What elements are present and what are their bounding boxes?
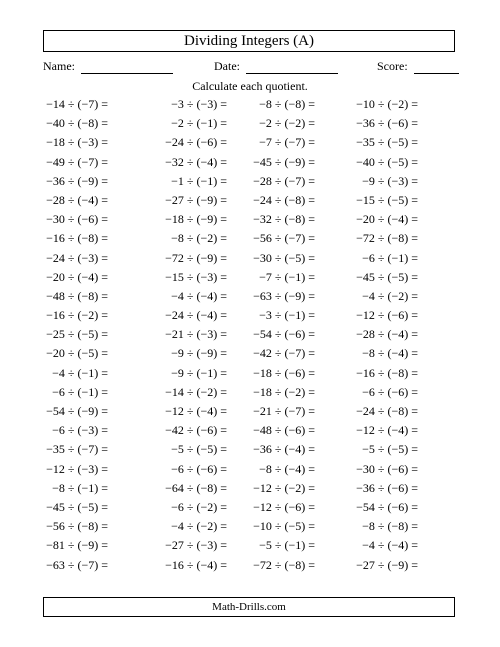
division-problem: −8 ÷ (−8) = <box>259 97 315 111</box>
footer-credit: Math-Drills.com <box>43 597 455 617</box>
problem-row <box>0 193 500 212</box>
division-problem: −20 ÷ (−5) = <box>46 346 108 361</box>
division-problem: −30 ÷ (−6) = <box>46 212 108 227</box>
date-blank-line <box>246 60 338 74</box>
problem-grid <box>0 97 500 577</box>
problem-row <box>0 289 500 308</box>
division-problem: −72 ÷ (−9) = <box>165 250 227 265</box>
name-label: Name: <box>43 59 75 73</box>
division-problem: −42 ÷ (−7) = <box>253 346 315 361</box>
problem-row <box>0 366 500 385</box>
division-problem: −27 ÷ (−9) = <box>356 557 418 572</box>
problem-row <box>0 385 500 404</box>
division-problem: −28 ÷ (−7) = <box>253 173 315 188</box>
division-problem: −6 ÷ (−1) = <box>52 384 108 399</box>
division-problem: −81 ÷ (−9) = <box>46 538 108 553</box>
division-problem: −9 ÷ (−9) = <box>171 346 227 361</box>
division-problem: −21 ÷ (−7) = <box>253 404 315 418</box>
division-problem: −10 ÷ (−5) = <box>253 519 315 534</box>
division-problem: −12 ÷ (−4) = <box>356 423 418 438</box>
problem-row <box>0 270 500 289</box>
problem-row <box>0 481 500 500</box>
division-problem: −24 ÷ (−4) = <box>165 308 227 323</box>
division-problem: −72 ÷ (−8) = <box>253 557 315 572</box>
division-problem: −27 ÷ (−9) = <box>165 192 227 207</box>
division-problem: −49 ÷ (−7) = <box>46 154 108 169</box>
division-problem: −6 ÷ (−1) = <box>362 250 418 265</box>
problem-row <box>0 97 500 116</box>
student-info-row <box>43 59 457 77</box>
division-problem: −27 ÷ (−3) = <box>165 538 227 553</box>
problem-row <box>0 500 500 519</box>
problem-row <box>0 327 500 346</box>
division-problem: −15 ÷ (−3) = <box>165 269 227 284</box>
division-problem: −8 ÷ (−4) = <box>362 346 418 361</box>
division-problem: −28 ÷ (−4) = <box>356 327 418 342</box>
division-problem: −3 ÷ (−3) = <box>171 97 227 111</box>
division-problem: −4 ÷ (−1) = <box>52 365 108 380</box>
division-problem: −30 ÷ (−6) = <box>356 461 418 476</box>
division-problem: −2 ÷ (−1) = <box>171 116 227 131</box>
problem-row <box>0 558 500 577</box>
division-problem: −32 ÷ (−8) = <box>253 212 315 227</box>
division-problem: −48 ÷ (−6) = <box>253 423 315 438</box>
problem-row <box>0 212 500 231</box>
division-problem: −63 ÷ (−7) = <box>46 557 108 572</box>
division-problem: −45 ÷ (−5) = <box>356 269 418 284</box>
division-problem: −18 ÷ (−3) = <box>46 135 108 150</box>
division-problem: −32 ÷ (−4) = <box>165 154 227 169</box>
score-label: Score: <box>377 59 408 73</box>
name-blank-line <box>81 60 173 74</box>
instructions: Calculate each quotient. <box>192 79 308 93</box>
division-problem: −4 ÷ (−2) = <box>362 288 418 303</box>
division-problem: −7 ÷ (−1) = <box>259 269 315 284</box>
problem-row <box>0 155 500 174</box>
division-problem: −20 ÷ (−4) = <box>46 269 108 284</box>
division-problem: −14 ÷ (−2) = <box>165 384 227 399</box>
division-problem: −15 ÷ (−5) = <box>356 192 418 207</box>
division-problem: −36 ÷ (−6) = <box>356 116 418 131</box>
problem-row <box>0 346 500 365</box>
division-problem: −36 ÷ (−9) = <box>46 173 108 188</box>
division-problem: −54 ÷ (−9) = <box>46 404 108 418</box>
division-problem: −12 ÷ (−4) = <box>165 404 227 418</box>
problem-row <box>0 519 500 538</box>
division-problem: −8 ÷ (−2) = <box>171 231 227 246</box>
division-problem: −6 ÷ (−6) = <box>171 461 227 476</box>
division-problem: −36 ÷ (−4) = <box>253 442 315 457</box>
division-problem: −28 ÷ (−4) = <box>46 192 108 207</box>
division-problem: −36 ÷ (−6) = <box>356 480 418 495</box>
division-problem: −45 ÷ (−9) = <box>253 154 315 169</box>
date-field <box>214 59 338 74</box>
division-problem: −40 ÷ (−5) = <box>356 154 418 169</box>
worksheet-title: Dividing Integers (A) <box>43 30 455 52</box>
division-problem: −24 ÷ (−8) = <box>356 404 418 418</box>
division-problem: −8 ÷ (−1) = <box>52 480 108 495</box>
division-problem: −4 ÷ (−4) = <box>362 538 418 553</box>
division-problem: −4 ÷ (−4) = <box>171 288 227 303</box>
division-problem: −45 ÷ (−5) = <box>46 499 108 514</box>
division-problem: −12 ÷ (−3) = <box>46 461 108 476</box>
name-field <box>43 59 173 74</box>
problem-row <box>0 251 500 270</box>
division-problem: −56 ÷ (−7) = <box>253 231 315 246</box>
problem-row <box>0 442 500 461</box>
division-problem: −21 ÷ (−3) = <box>165 327 227 342</box>
division-problem: −6 ÷ (−3) = <box>52 423 108 438</box>
division-problem: −24 ÷ (−6) = <box>165 135 227 150</box>
division-problem: −16 ÷ (−8) = <box>356 365 418 380</box>
division-problem: −1 ÷ (−1) = <box>171 173 227 188</box>
problem-row <box>0 174 500 193</box>
division-problem: −42 ÷ (−6) = <box>165 423 227 438</box>
division-problem: −16 ÷ (−2) = <box>46 308 108 323</box>
division-problem: −64 ÷ (−8) = <box>165 480 227 495</box>
problem-row <box>0 135 500 154</box>
division-problem: −54 ÷ (−6) = <box>253 327 315 342</box>
problem-row <box>0 404 500 423</box>
division-problem: −40 ÷ (−8) = <box>46 116 108 131</box>
problem-row <box>0 423 500 442</box>
problem-row <box>0 308 500 327</box>
problem-row <box>0 231 500 250</box>
division-problem: −18 ÷ (−6) = <box>253 365 315 380</box>
division-problem: −72 ÷ (−8) = <box>356 231 418 246</box>
score-field <box>377 59 459 74</box>
division-problem: −6 ÷ (−6) = <box>362 384 418 399</box>
division-problem: −14 ÷ (−7) = <box>46 97 108 111</box>
division-problem: −24 ÷ (−3) = <box>46 250 108 265</box>
division-problem: −12 ÷ (−2) = <box>253 480 315 495</box>
division-problem: −63 ÷ (−9) = <box>253 288 315 303</box>
division-problem: −5 ÷ (−5) = <box>362 442 418 457</box>
division-problem: −48 ÷ (−8) = <box>46 288 108 303</box>
division-problem: −16 ÷ (−8) = <box>46 231 108 246</box>
division-problem: −35 ÷ (−5) = <box>356 135 418 150</box>
division-problem: −12 ÷ (−6) = <box>356 308 418 323</box>
division-problem: −35 ÷ (−7) = <box>46 442 108 457</box>
division-problem: −24 ÷ (−8) = <box>253 192 315 207</box>
division-problem: −18 ÷ (−2) = <box>253 384 315 399</box>
division-problem: −56 ÷ (−8) = <box>46 519 108 534</box>
division-problem: −2 ÷ (−2) = <box>259 116 315 131</box>
division-problem: −18 ÷ (−9) = <box>165 212 227 227</box>
division-problem: −25 ÷ (−5) = <box>46 327 108 342</box>
division-problem: −9 ÷ (−1) = <box>171 365 227 380</box>
division-problem: −10 ÷ (−2) = <box>356 97 418 111</box>
division-problem: −8 ÷ (−8) = <box>362 519 418 534</box>
division-problem: −54 ÷ (−6) = <box>356 499 418 514</box>
division-problem: −7 ÷ (−7) = <box>259 135 315 150</box>
division-problem: −30 ÷ (−5) = <box>253 250 315 265</box>
division-problem: −9 ÷ (−3) = <box>362 173 418 188</box>
division-problem: −5 ÷ (−1) = <box>259 538 315 553</box>
division-problem: −6 ÷ (−2) = <box>171 499 227 514</box>
division-problem: −16 ÷ (−4) = <box>165 557 227 572</box>
problem-row <box>0 116 500 135</box>
problem-row <box>0 538 500 557</box>
division-problem: −8 ÷ (−4) = <box>259 461 315 476</box>
problem-row <box>0 462 500 481</box>
division-problem: −4 ÷ (−2) = <box>171 519 227 534</box>
date-label: Date: <box>214 59 240 73</box>
division-problem: −12 ÷ (−6) = <box>253 499 315 514</box>
division-problem: −5 ÷ (−5) = <box>171 442 227 457</box>
division-problem: −3 ÷ (−1) = <box>259 308 315 323</box>
score-blank-line <box>414 60 459 74</box>
division-problem: −20 ÷ (−4) = <box>356 212 418 227</box>
